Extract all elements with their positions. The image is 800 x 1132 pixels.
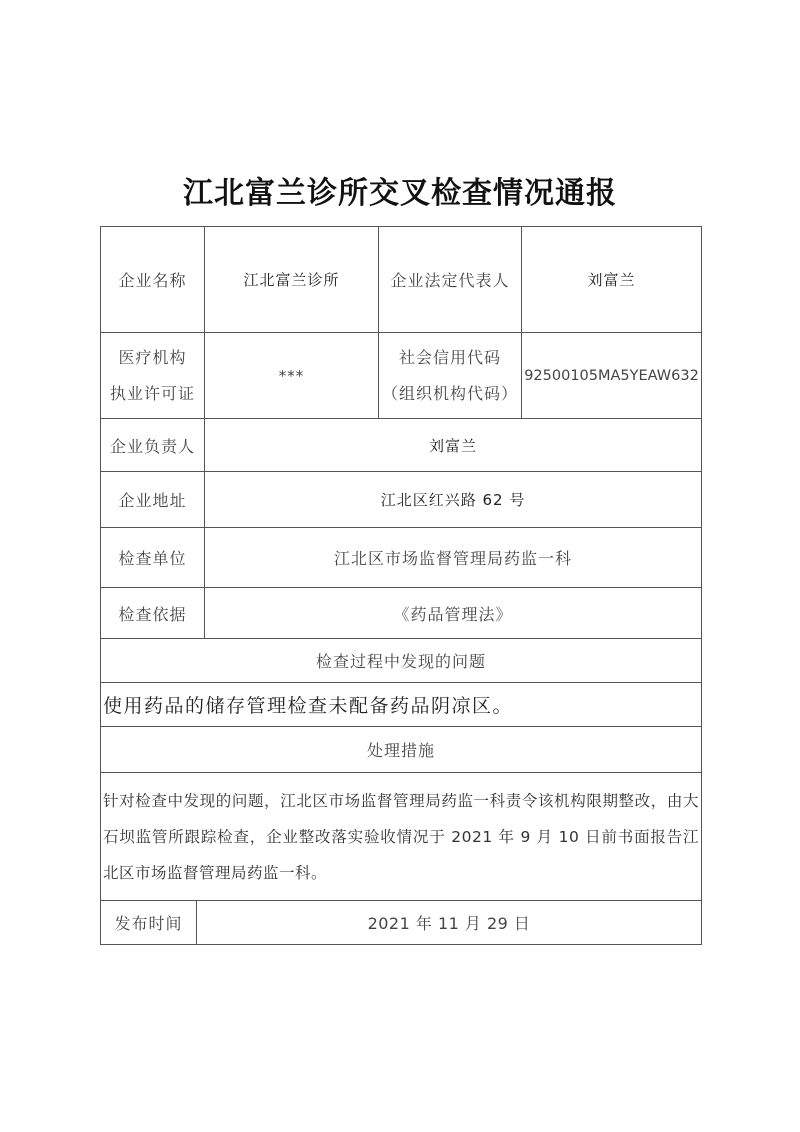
license-value: *** bbox=[205, 333, 379, 419]
table-row bbox=[101, 901, 702, 945]
report-table-wrapper bbox=[100, 226, 701, 945]
issues-header: 检查过程中发现的问题 bbox=[101, 639, 702, 683]
company-name-label: 企业名称 bbox=[101, 227, 205, 333]
credit-code-label bbox=[379, 333, 522, 419]
measures-text: 针对检查中发现的问题，江北区市场监督管理局药监一科责令该机构限期整改，由大石坝监管所跟踪检查，企业整改落实验收情况于 2021 年 9 月 10 日前书面报告江北区市场监督管理局药监一科。 bbox=[101, 773, 702, 901]
table-row bbox=[101, 727, 702, 773]
report-table bbox=[100, 226, 702, 945]
license-label-line1: 医疗机构 bbox=[118, 347, 187, 367]
license-label-line2: 执业许可证 bbox=[110, 383, 196, 403]
address-value: 江北区红兴路 62 号 bbox=[205, 472, 702, 528]
address-label: 企业地址 bbox=[101, 472, 205, 528]
publish-date-value: 2021 年 11 月 29 日 bbox=[197, 901, 702, 945]
page-title: 江北富兰诊所交叉检查情况通报 bbox=[183, 176, 617, 211]
legal-rep-value: 刘富兰 bbox=[522, 227, 702, 333]
person-in-charge-value: 刘富兰 bbox=[205, 419, 702, 472]
table-row bbox=[101, 773, 702, 901]
credit-code-label-line2: （组织机构代码） bbox=[382, 383, 519, 403]
company-name-value: 江北富兰诊所 bbox=[205, 227, 379, 333]
measures-header: 处理措施 bbox=[101, 727, 702, 773]
table-row bbox=[101, 683, 702, 727]
basis-label: 检查依据 bbox=[101, 588, 205, 639]
table-row bbox=[101, 528, 702, 588]
legal-rep-label: 企业法定代表人 bbox=[379, 227, 522, 333]
table-row bbox=[101, 639, 702, 683]
basis-value: 《药品管理法》 bbox=[205, 588, 702, 639]
table-row bbox=[101, 472, 702, 528]
credit-code-label-line1: 社会信用代码 bbox=[399, 347, 502, 367]
table-row bbox=[101, 588, 702, 639]
license-label bbox=[101, 333, 205, 419]
person-in-charge-label: 企业负责人 bbox=[101, 419, 205, 472]
table-row bbox=[101, 333, 702, 419]
table-row bbox=[101, 419, 702, 472]
publish-time-label: 发布时间 bbox=[101, 901, 197, 945]
credit-code-value: 92500105MA5YEAW632 bbox=[522, 333, 702, 419]
inspector-label: 检查单位 bbox=[101, 528, 205, 588]
inspector-value: 江北区市场监督管理局药监一科 bbox=[205, 528, 702, 588]
table-row bbox=[101, 227, 702, 333]
issues-text: 使用药品的储存管理检查未配备药品阴凉区。 bbox=[101, 683, 702, 727]
